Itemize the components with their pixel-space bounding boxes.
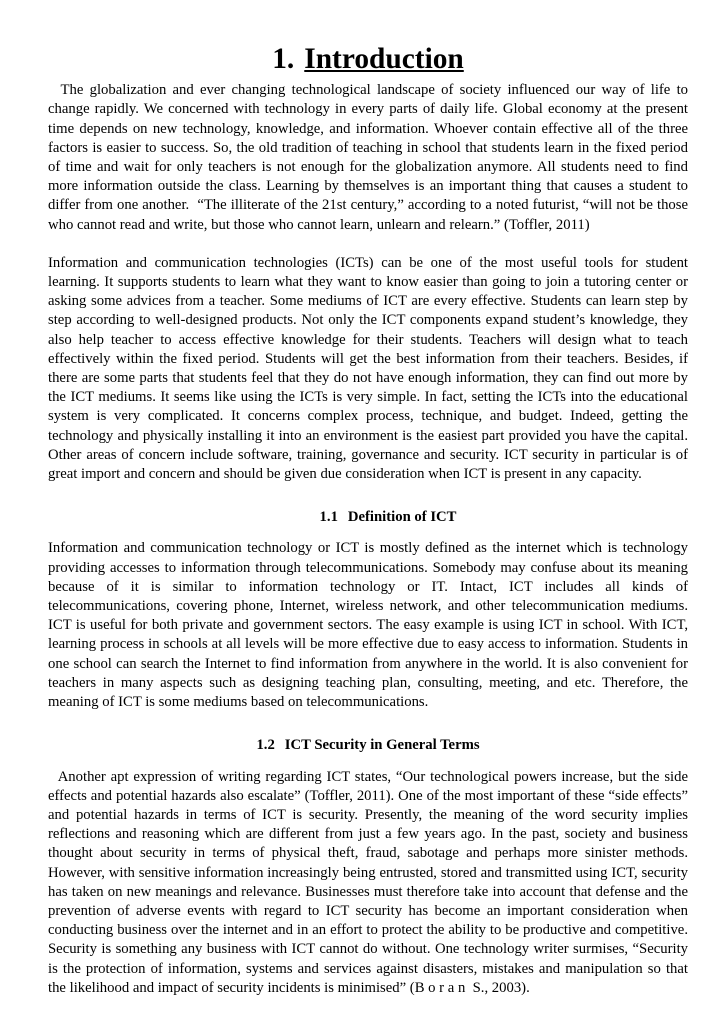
paragraph: Information and communication technology or ICT is mostly defined as the internet which is technology providing accesses to information through telecommunications. Somebody may confuse about its meaning because of it is similar to information technology or IT. Intact, ICT includes all kinds of telecommunications, covering phone, Internet, wireless network, and other telecommunication mediums. ICT is useful for both private and government sectors. The easy example is using ICT in school. With ICT, learning process in schools at all levels will be more effective due to easy access to information. Students in one school can search the Internet to find information from anywhere in the world. It is also convenient for teachers in many aspects such as designing teaching plan, consulting, meeting, and etc. Therefore, the meaning of ICT is some mediums based on telecommunications. [48, 540, 688, 711]
document-page [48, 43, 692, 998]
section-number: 1. [272, 43, 295, 75]
paragraph: Another apt expression of writing regarding ICT states, “Our technological powers increase, but the side effects and potential hazards also escalate” (Toffler, 2011). One of the most important of these “side effects” and potential hazards in terms of ICT is security. Presently, the meaning of the word security implies reflections and reasoning which are different from just a few years ago. In the past, society and business thought about security in terms of physical theft, fraud, sabotage and perhaps more sinister methods. However, with sensitive information increasingly being entrusted, stored and transmitted using ICT, security has taken on new meanings and relevance. Businesses must therefore take into account that defense and the prevention of adverse events with regard to ICT security has become an important consideration when conducting business over the internet and in an effort to protect the ability to be productive and competitive. Security is something any business with ICT cannot do without. One technology writer surmises, “Security is the protection of information, systems and services against disasters, mistakes and manipulation so that the likelihood and impact of security incidents is minimised” (B o r a n S., 2003). [48, 768, 692, 996]
section-number: 1.2 [256, 737, 275, 754]
section-title: ICT Security in General Terms [284, 737, 480, 754]
paragraph: Information and communication technologies (ICTs) can be one of the most useful tools for student learning. It supports students to learn what they want to know easier than going to join a tutoring center or asking some advices from a teacher. Some mediums of ICT are every effective. Students can learn step by step according to well-designed products. Not only the ICT components expand student’s knowledge, they also help teacher to access effective knowledge for their students. Teachers will design what to teach effectively within the fixed period. Students will get the best information from their teachers. Besides, if there are some parts that students feel that they do not have enough information, they can find out more by the ICT mediums. It seems like using the ICTs is very simple. In fact, setting the ICTs into the educational system is very complicated. It concerns complex process, technique, and budget. Indeed, getting the technology and physically installing it into an environment is the easiest part provided you have the capital. Other areas of concern include software, training, governance and security. ICT security in particular is of great import and concern and should be given due consideration when ICT is present in any capacity. [48, 254, 688, 483]
section-heading-ict-security [48, 736, 688, 755]
section-title: Introduction [304, 43, 464, 75]
section-heading-definition-of-ict [48, 508, 688, 527]
paragraph: The globalization and ever changing technological landscape of society influenced our way of life to change rapidly. We concerned with technology in every parts of daily life. Global economy at the present time depends on new technology, knowledge, and information. Whoever contain effective all of the three factors is easier to success. So, the old tradition of teaching in school that students learn in the fixed period of time and wait for only teachers is not enough for the globalization anymore. All students need to find more information outside the class. Learning by themselves is an important thing that causes a student to differ from one another. “The illiterate of the 21st century,” according to a noted futurist, “will not be those who cannot read and write, but those who cannot learn, unlearn and relearn.” (Toffler, 2011) [48, 82, 692, 233]
section-number: 1.1 [319, 509, 338, 526]
section-title: Definition of ICT [347, 509, 457, 526]
section-heading-introduction [48, 43, 688, 75]
